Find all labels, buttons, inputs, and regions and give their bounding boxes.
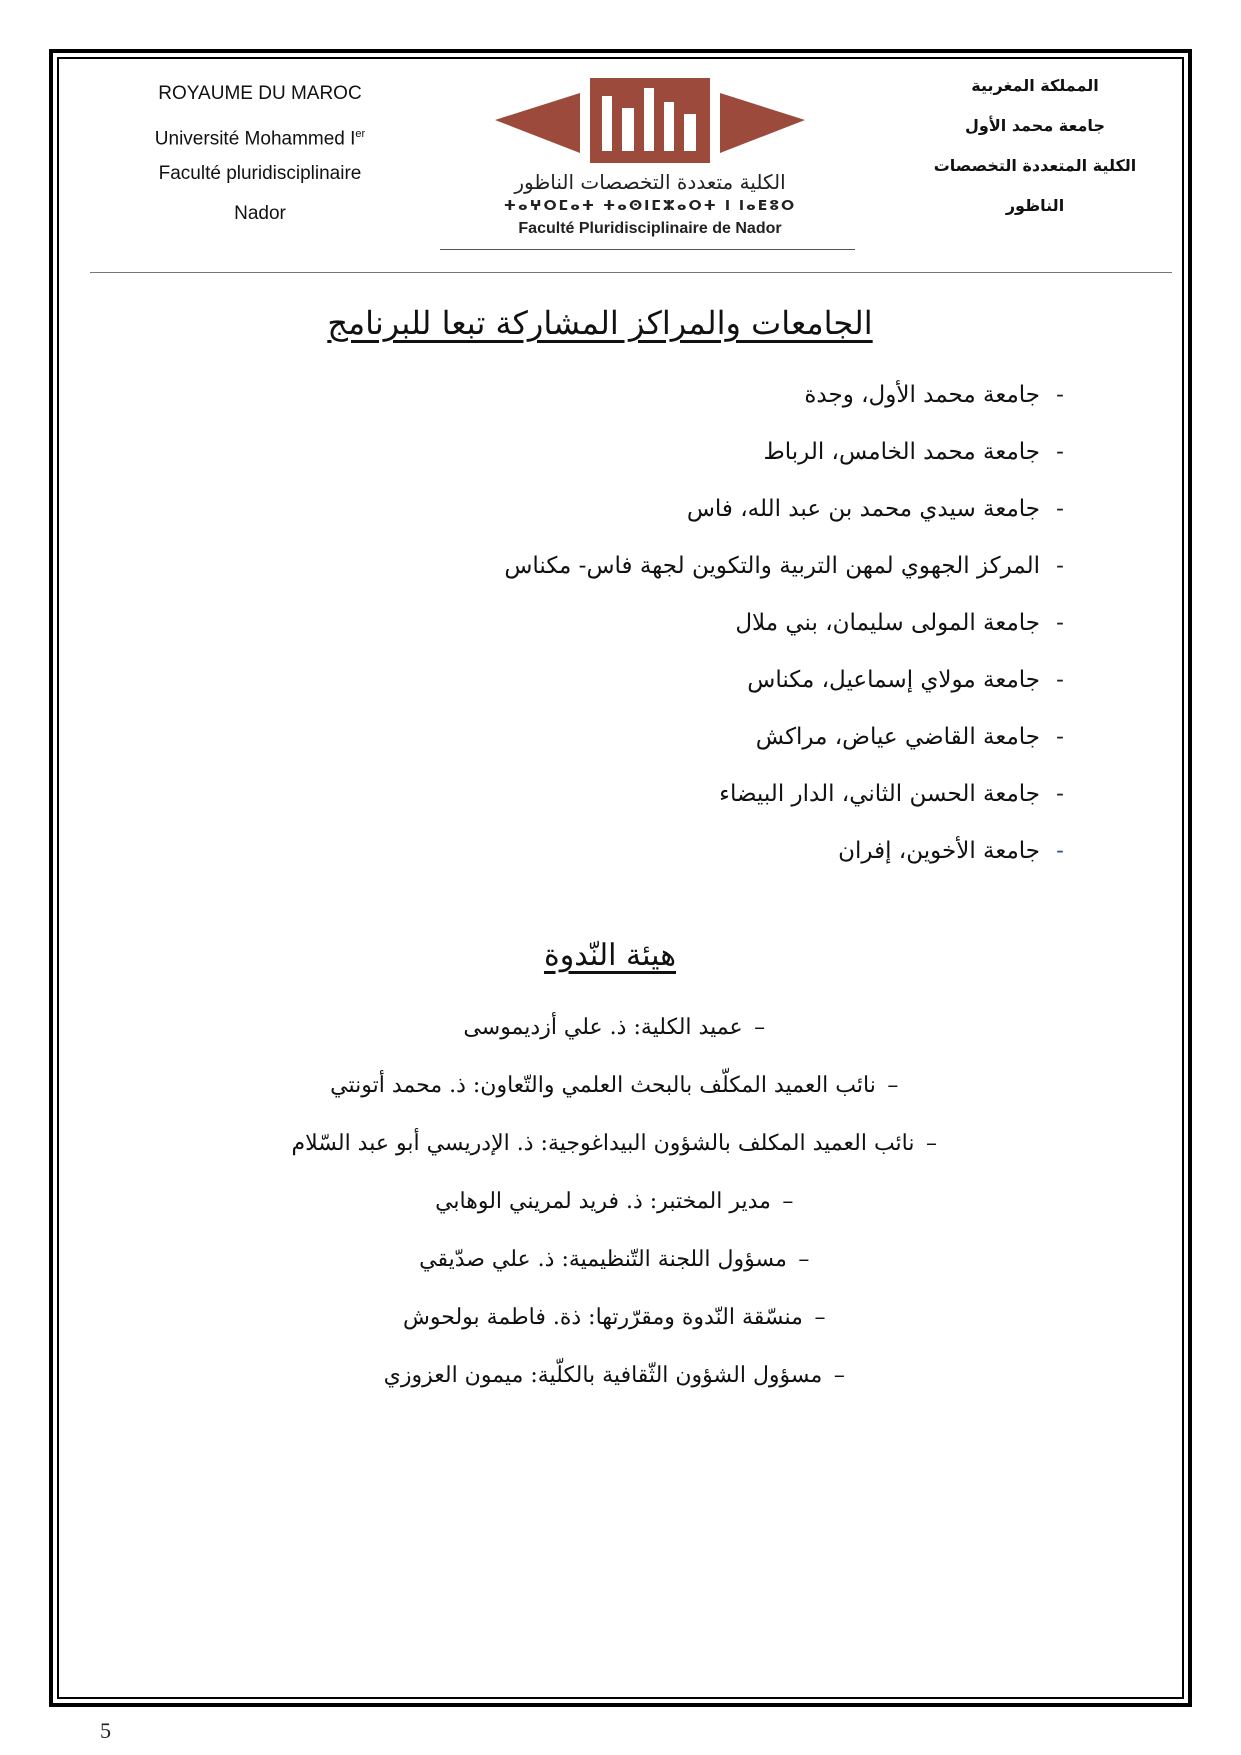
- list-dash: -: [1056, 781, 1064, 807]
- list-dash: -: [1056, 838, 1064, 864]
- list-item: -جامعة سيدي محمد بن عبد الله، فاس: [300, 484, 1080, 541]
- list-item: –عميد الكلية: ذ. علي أزديموسى: [150, 1000, 1090, 1058]
- list-item: -المركز الجهوي لمهن التربية والتكوين لجهة فاس- مكناس: [300, 541, 1080, 598]
- list-item: -جامعة محمد الخامس، الرباط: [300, 427, 1080, 484]
- header-faculty: Faculté pluridisciplinaire: [158, 163, 362, 184]
- list-dash: –: [782, 1189, 794, 1214]
- logo-tifinagh-text: ⵜⴰⵖⵔⵎⴰⵜ ⵜⴰⵙⵏⵎⵣⴰⵔⵜ ⵏ ⵏⴰⴹⵓⵔ: [503, 198, 797, 214]
- list-item: –نائب العميد المكلّف بالبحث العلمي والتّعاون: ذ. محمد أتونتي: [150, 1058, 1090, 1116]
- list-item: -جامعة الحسن الثاني، الدار البيضاء: [300, 769, 1080, 826]
- committee-list: [150, 1000, 1090, 1406]
- list-item: –منسّقة النّدوة ومقرّرتها: ذة. فاطمة بولحوش: [150, 1290, 1090, 1348]
- logo-arabic-text: الكلية متعددة التخصصات الناظور: [514, 170, 786, 194]
- page-title: الجامعات والمراكز المشاركة تبعا للبرنامج: [327, 304, 873, 342]
- logo-french-text: Faculté Pluridisciplinaire de Nador: [518, 220, 782, 237]
- header-university-ar: جامعة محمد الأول: [965, 116, 1105, 135]
- list-item: –مسؤول الشؤون الثّقافية بالكلّية: ميمون العزوزي: [150, 1348, 1090, 1406]
- list-dash: -: [1056, 496, 1064, 522]
- list-item: -جامعة القاضي عياض، مراكش: [300, 712, 1080, 769]
- header-kingdom: ROYAUME DU MAROC: [158, 83, 362, 104]
- list-item: -جامعة المولى سليمان، بني ملال: [300, 598, 1080, 655]
- list-item: –مدير المختبر: ذ. فريد لمريني الوهابي: [150, 1174, 1090, 1232]
- list-item: -جامعة مولاي إسماعيل، مكناس: [300, 655, 1080, 712]
- list-item: –مسؤول اللجنة التّنظيمية: ذ. علي صدّيقي: [150, 1232, 1090, 1290]
- logo-underline: [440, 249, 855, 250]
- list-dash: –: [926, 1131, 937, 1156]
- header-kingdom-ar: المملكة المغربية: [971, 76, 1099, 95]
- list-dash: -: [1056, 667, 1064, 693]
- list-dash: -: [1056, 724, 1064, 750]
- page-number: 5: [100, 1718, 111, 1743]
- university-list: [300, 370, 1080, 883]
- header-arabic-block: [920, 72, 1150, 232]
- header-faculty-ar: الكلية المتعددة التخصصات: [933, 156, 1137, 175]
- list-dash: –: [754, 1015, 766, 1040]
- list-dash: –: [798, 1247, 810, 1272]
- list-item: -جامعة محمد الأول، وجدة: [300, 370, 1080, 427]
- list-dash: -: [1056, 610, 1064, 636]
- header-city-ar: الناظور: [1005, 196, 1065, 215]
- list-dash: –: [887, 1073, 899, 1098]
- list-dash: -: [1056, 439, 1064, 465]
- header-city: Nador: [234, 203, 286, 224]
- header-divider: [90, 272, 1172, 273]
- list-dash: –: [833, 1363, 845, 1388]
- list-dash: –: [814, 1305, 826, 1330]
- header-university: Université Mohammed Ier: [154, 128, 366, 150]
- list-item: –نائب العميد المكلف بالشؤون البيداغوجية: ذ. الإدريسي أبو عبد السّلام: [150, 1116, 1090, 1174]
- committee-title: هيئة النّدوة: [543, 938, 677, 973]
- header-french-block: [150, 80, 370, 240]
- list-dash: -: [1056, 553, 1064, 579]
- list-dash: -: [1056, 382, 1064, 408]
- list-item: -جامعة الأخوين، إفران: [300, 826, 1080, 883]
